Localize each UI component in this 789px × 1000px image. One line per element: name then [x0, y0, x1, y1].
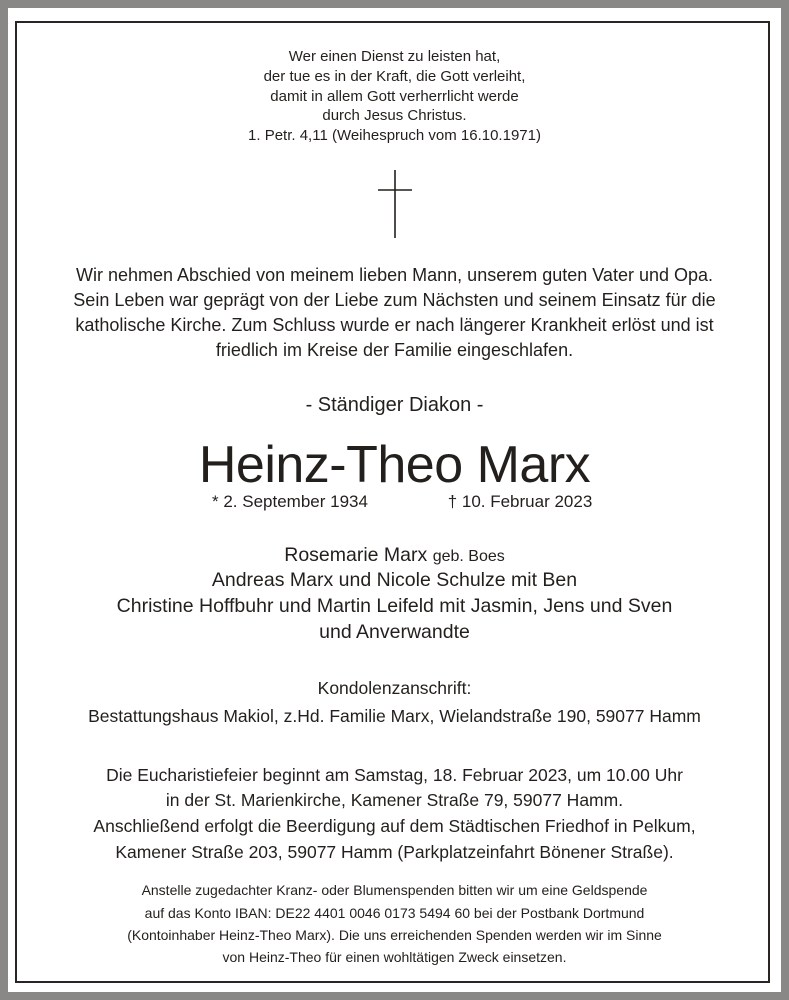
- condolence-label: Kondolenzanschrift:: [317, 678, 472, 698]
- condolence-text: Bestattungshaus Makiol, z.Hd. Familie Marx, Wielandstraße 190, 59077 Hamm: [88, 706, 701, 726]
- service-line: in der St. Marienkirche, Kamener Straße 79, 59077 Hamm.: [165, 790, 624, 810]
- deceased-name: Heinz-Theo Marx: [198, 436, 591, 494]
- widow-maiden-name: geb. Boes: [432, 548, 505, 565]
- verse-line: der tue es in der Kraft, die Gott verleiht,: [263, 68, 526, 85]
- life-dates: [0, 491, 789, 513]
- intro-line: katholische Kirche. Zum Schluss wurde er nach längerer Krankheit erlöst und ist: [75, 315, 714, 335]
- intro-line: friedlich im Kreise der Familie eingeschlafen.: [215, 340, 574, 360]
- donation-line: auf das Konto IBAN: DE22 4401 0046 0173 5494 60 bei der Postbank Dortmund: [144, 905, 645, 921]
- verse-line: damit in allem Gott verherrlicht werde: [270, 88, 519, 105]
- intro-line: Sein Leben war geprägt von der Liebe zum Nächsten und seinem Einsatz für die: [73, 290, 716, 310]
- birth-date: * 2. September 1934: [212, 492, 368, 511]
- donation-line: (Kontoinhaber Heinz-Theo Marx). Die uns erreichenden Spenden werden wir im Sinne: [127, 927, 662, 943]
- widow-name: Rosemarie Marx: [284, 544, 428, 566]
- family-line: und Anverwandte: [319, 621, 470, 643]
- family-line-widow: [0, 542, 789, 568]
- service-line: Die Eucharistiefeier beginnt am Samstag, 18. Februar 2023, um 10.00 Uhr: [106, 765, 683, 785]
- donation-line: von Heinz-Theo für einen wohltätigen Zweck einsetzen.: [222, 949, 567, 965]
- donation-line: Anstelle zugedachter Kranz- oder Blumenspenden bitten wir um eine Geldspende: [141, 882, 648, 898]
- family-line: Andreas Marx und Nicole Schulze mit Ben: [211, 569, 578, 591]
- intro-line: Wir nehmen Abschied von meinem lieben Mann, unserem guten Vater und Opa.: [75, 265, 714, 285]
- death-date: † 10. Februar 2023: [447, 492, 593, 511]
- verse-line: durch Jesus Christus.: [322, 107, 467, 124]
- verse-citation: 1. Petr. 4,11 (Weihespruch vom 16.10.1971): [248, 127, 541, 144]
- service-line: Anschließend erfolgt die Beerdigung auf dem Städtischen Friedhof in Pelkum,: [93, 816, 696, 836]
- family-line: Christine Hoffbuhr und Martin Leifeld mit Jasmin, Jens und Sven: [116, 595, 673, 617]
- service-line: Kamener Straße 203, 59077 Hamm (Parkplatzeinfahrt Bönener Straße).: [115, 842, 674, 862]
- verse-line: Wer einen Dienst zu leisten hat,: [288, 48, 501, 65]
- cross-icon: [370, 168, 420, 240]
- deceased-role: - Ständiger Diakon -: [305, 394, 484, 416]
